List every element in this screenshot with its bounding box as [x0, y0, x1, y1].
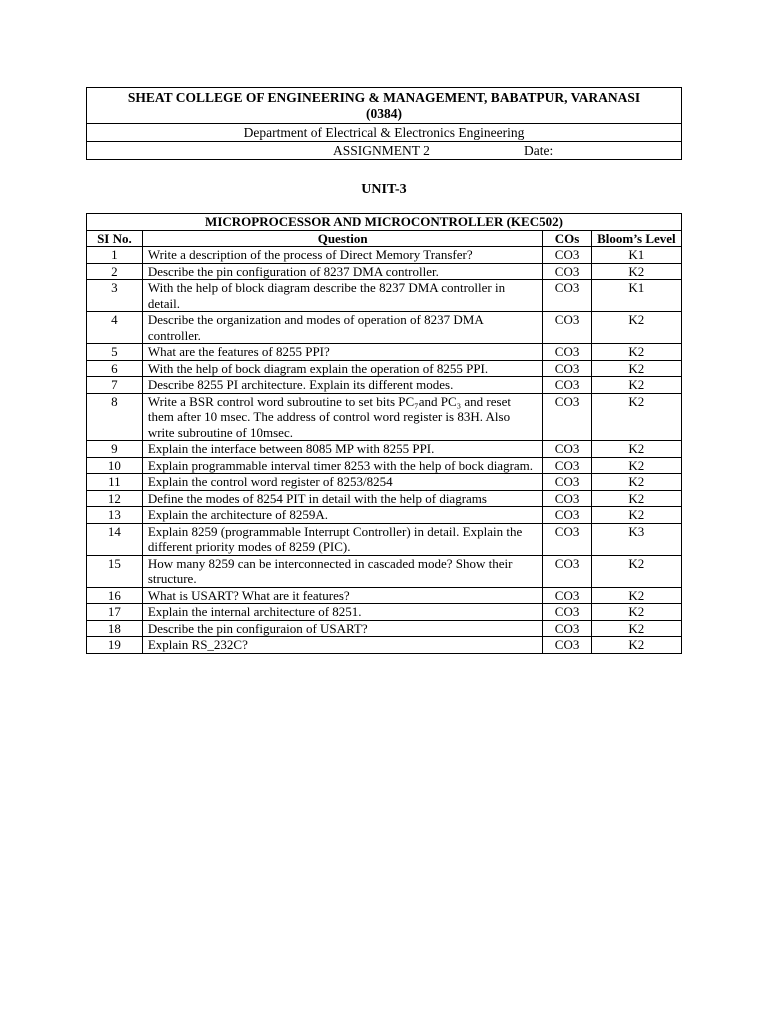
row-number: 13	[87, 507, 143, 524]
row-number: 3	[87, 280, 143, 312]
row-number: 16	[87, 587, 143, 604]
table-row	[87, 344, 682, 361]
row-number: 14	[87, 523, 143, 555]
row-question: What are the features of 8255 PPI?	[142, 344, 543, 361]
table-row	[87, 490, 682, 507]
row-question: Write a BSR control word subroutine to set bits PC₇and PC₃ and reset them after 10 msec. The address of control word register is 83H. Also write subroutine of 10msec.	[142, 393, 543, 441]
table-row	[87, 507, 682, 524]
row-question: Explain the internal architecture of 8251.	[142, 604, 543, 621]
college-title: SHEAT COLLEGE OF ENGINEERING & MANAGEMENT, BABATPUR, VARANASI	[127, 90, 641, 105]
questions-body	[87, 247, 682, 654]
row-co: CO3	[543, 344, 591, 361]
row-number: 9	[87, 441, 143, 458]
table-row	[87, 620, 682, 637]
column-header-question: Question	[142, 230, 543, 247]
row-number: 17	[87, 604, 143, 621]
row-co: CO3	[543, 393, 591, 441]
table-row	[87, 377, 682, 394]
row-blooms-level: K2	[591, 441, 681, 458]
row-blooms-level: K2	[591, 474, 681, 491]
row-number: 18	[87, 620, 143, 637]
row-question: With the help of block diagram describe the 8237 DMA controller in detail.	[142, 280, 543, 312]
row-question: Define the modes of 8254 PIT in detail with the help of diagrams	[142, 490, 543, 507]
row-co: CO3	[543, 441, 591, 458]
row-co: CO3	[543, 247, 591, 264]
row-co: CO3	[543, 280, 591, 312]
row-blooms-level: K3	[591, 523, 681, 555]
row-co: CO3	[543, 360, 591, 377]
row-blooms-level: K2	[591, 620, 681, 637]
row-blooms-level: K2	[591, 507, 681, 524]
row-question: Explain programmable interval timer 8253 with the help of bock diagram.	[142, 457, 543, 474]
row-blooms-level: K2	[591, 457, 681, 474]
college-name	[87, 88, 682, 124]
table-row	[87, 637, 682, 654]
column-header-cos: COs	[543, 230, 591, 247]
row-number: 1	[87, 247, 143, 264]
row-co: CO3	[543, 474, 591, 491]
row-blooms-level: K2	[591, 360, 681, 377]
row-co: CO3	[543, 587, 591, 604]
row-question: How many 8259 can be interconnected in cascaded mode? Show their structure.	[142, 555, 543, 587]
subject-title: MICROPROCESSOR AND MICROCONTROLLER (KEC502)	[87, 214, 682, 231]
row-blooms-level: K2	[591, 263, 681, 280]
row-question: Describe the pin configuraion of USART?	[142, 620, 543, 637]
row-number: 19	[87, 637, 143, 654]
row-number: 4	[87, 312, 143, 344]
header-box	[86, 87, 682, 160]
row-question: What is USART? What are it features?	[142, 587, 543, 604]
table-row	[87, 393, 682, 441]
table-row	[87, 441, 682, 458]
column-header-sno: SI No.	[87, 230, 143, 247]
row-blooms-level: K1	[591, 280, 681, 312]
row-co: CO3	[543, 555, 591, 587]
row-co: CO3	[543, 604, 591, 621]
row-number: 6	[87, 360, 143, 377]
row-co: CO3	[543, 457, 591, 474]
row-blooms-level: K2	[591, 587, 681, 604]
table-row	[87, 247, 682, 264]
row-co: CO3	[543, 637, 591, 654]
row-co: CO3	[543, 620, 591, 637]
row-co: CO3	[543, 263, 591, 280]
row-number: 15	[87, 555, 143, 587]
assignment-row	[87, 142, 682, 160]
row-blooms-level: K2	[591, 490, 681, 507]
table-row	[87, 263, 682, 280]
row-co: CO3	[543, 312, 591, 344]
table-row	[87, 555, 682, 587]
table-row	[87, 360, 682, 377]
row-co: CO3	[543, 490, 591, 507]
table-row	[87, 457, 682, 474]
department-name: Department of Electrical & Electronics Engineering	[87, 124, 682, 142]
table-row	[87, 604, 682, 621]
row-blooms-level: K2	[591, 637, 681, 654]
header-row	[87, 230, 682, 247]
row-blooms-level: K2	[591, 393, 681, 441]
row-number: 7	[87, 377, 143, 394]
date-label: Date:	[524, 143, 554, 158]
row-blooms-level: K2	[591, 604, 681, 621]
row-question: Describe 8255 PI architecture. Explain its different modes.	[142, 377, 543, 394]
row-question: Explain the architecture of 8259A.	[142, 507, 543, 524]
unit-title: UNIT-3	[361, 182, 407, 197]
row-co: CO3	[543, 507, 591, 524]
row-number: 11	[87, 474, 143, 491]
table-row	[87, 587, 682, 604]
row-co: CO3	[543, 377, 591, 394]
row-question: Explain the interface between 8085 MP with 8255 PPI.	[142, 441, 543, 458]
table-row	[87, 474, 682, 491]
row-question: Describe the organization and modes of operation of 8237 DMA controller.	[142, 312, 543, 344]
row-blooms-level: K2	[591, 344, 681, 361]
row-number: 12	[87, 490, 143, 507]
row-blooms-level: K2	[591, 312, 681, 344]
questions-table	[86, 213, 682, 654]
table-row	[87, 312, 682, 344]
row-number: 5	[87, 344, 143, 361]
row-number: 2	[87, 263, 143, 280]
row-blooms-level: K2	[591, 377, 681, 394]
row-question: Explain RS_232C?	[142, 637, 543, 654]
row-blooms-level: K1	[591, 247, 681, 264]
row-question: Explain 8259 (programmable Interrupt Controller) in detail. Explain the different priority modes of 8259 (PIC).	[142, 523, 543, 555]
row-question: Explain the control word register of 8253/8254	[142, 474, 543, 491]
college-code: (0384)	[366, 106, 402, 121]
assignment-label: ASSIGNMENT 2	[333, 143, 430, 158]
row-co: CO3	[543, 523, 591, 555]
table-row	[87, 523, 682, 555]
row-blooms-level: K2	[591, 555, 681, 587]
row-question: Write a description of the process of Direct Memory Transfer?	[142, 247, 543, 264]
row-number: 8	[87, 393, 143, 441]
row-question: Describe the pin configuration of 8237 DMA controller.	[142, 263, 543, 280]
row-number: 10	[87, 457, 143, 474]
table-row	[87, 280, 682, 312]
row-question: With the help of bock diagram explain the operation of 8255 PPI.	[142, 360, 543, 377]
column-header-blooms: Bloom’s Level	[591, 230, 681, 247]
